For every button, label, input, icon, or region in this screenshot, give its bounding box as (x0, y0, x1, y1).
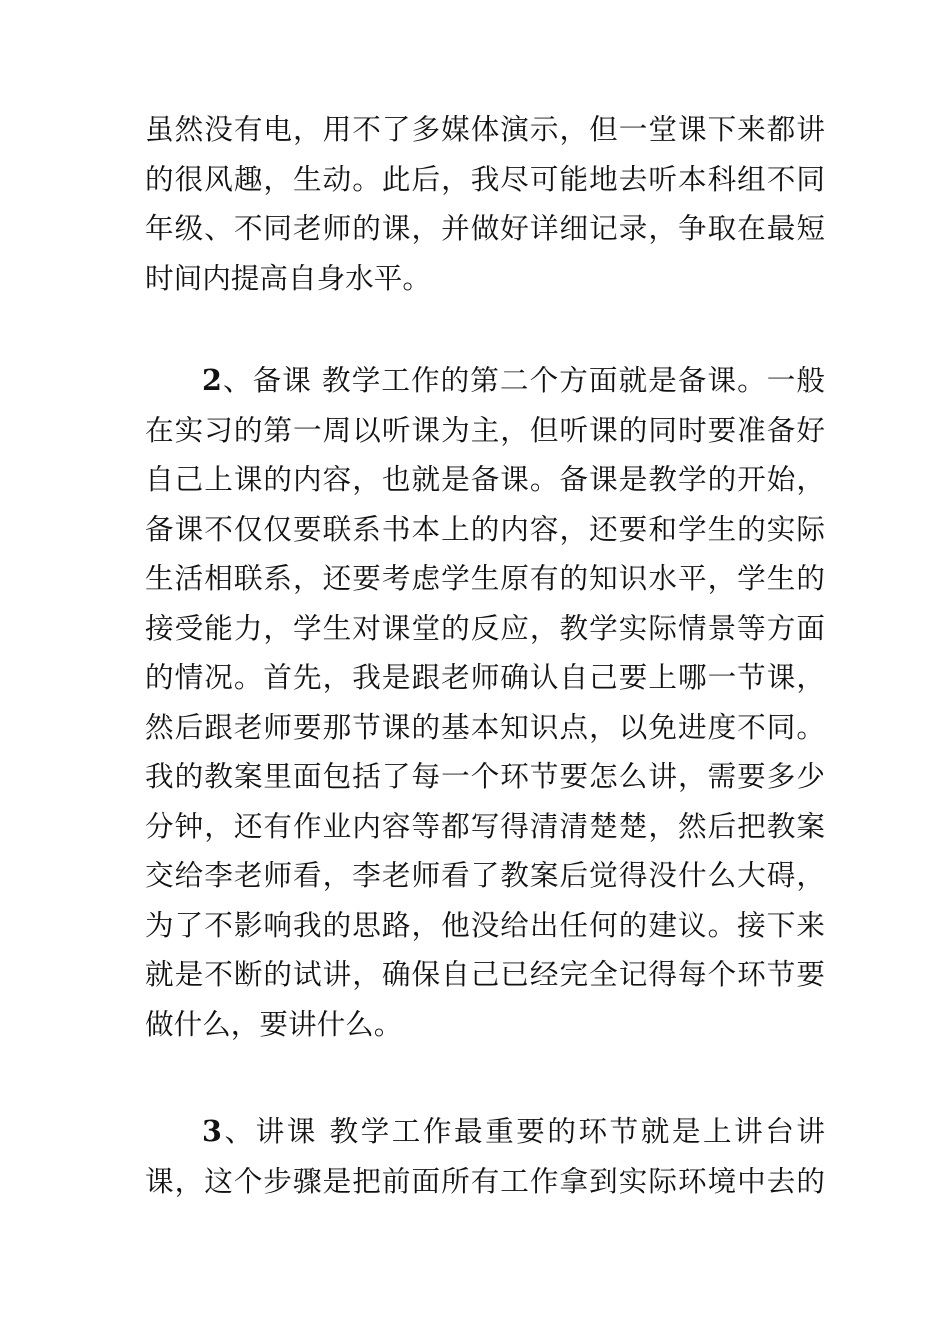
paragraph-heading-line (145, 356, 825, 406)
text-line: 我的教案里面包括了每一个环节要怎么讲，需要多少 (145, 759, 825, 793)
paragraph-heading-line (145, 1107, 825, 1157)
text-line: 然后跟老师要那节课的基本知识点，以免进度不同。 (145, 709, 825, 744)
text-line: 年级、不同老师的课，并做好详细记录，争取在最短 (145, 211, 825, 245)
text-line: 备课不仅仅要联系书本上的内容，还要和学生的实际 (145, 511, 825, 546)
text-line: 交给李老师看，李老师看了教案后觉得没什么大碍， (145, 858, 825, 892)
text-line: 自己上课的内容，也就是备课。备课是教学的开始， (145, 462, 825, 496)
heading-text: 、讲课 教学工作最重要的环节就是上讲台讲 (221, 1114, 825, 1148)
text-line: 做什么，要讲什么。 (145, 1006, 403, 1041)
text-line: 分钟，还有作业内容等都写得清清楚楚，然后把教案 (145, 808, 825, 843)
text-line: 在实习的第一周以听课为主，但听课的同时要准备好 (145, 412, 825, 447)
text-line: 接受能力，学生对课堂的反应，教学实际情景等方面 (145, 610, 825, 645)
paragraph-2-lesson-preparation (145, 356, 825, 1049)
section-number: 3 (202, 1114, 222, 1148)
text-line: 的情况。首先，我是跟老师确认自己要上哪一节课， (145, 660, 825, 694)
text-line: 的很风趣，生动。此后，我尽可能地去听本科组不同 (145, 161, 825, 196)
text-line: 时间内提高自身水平。 (145, 260, 431, 295)
section-number: 2 (202, 363, 222, 397)
text-line: 虽然没有电，用不了多媒体演示，但一堂课下来都讲 (145, 112, 825, 146)
text-line: 就是不断的试讲，确保自己已经完全记得每个环节要 (145, 957, 825, 991)
text-line: 生活相联系，还要考虑学生原有的知识水平，学生的 (145, 561, 825, 595)
text-line: 为了不影响我的思路，他没给出任何的建议。接下来 (145, 907, 825, 942)
paragraph-3-teaching (145, 1107, 825, 1206)
paragraph-1 (145, 105, 825, 303)
heading-text: 、备课 教学工作的第二个方面就是备课。一般 (221, 363, 825, 397)
text-line: 课，这个步骤是把前面所有工作拿到实际环境中去的 (145, 1163, 825, 1198)
